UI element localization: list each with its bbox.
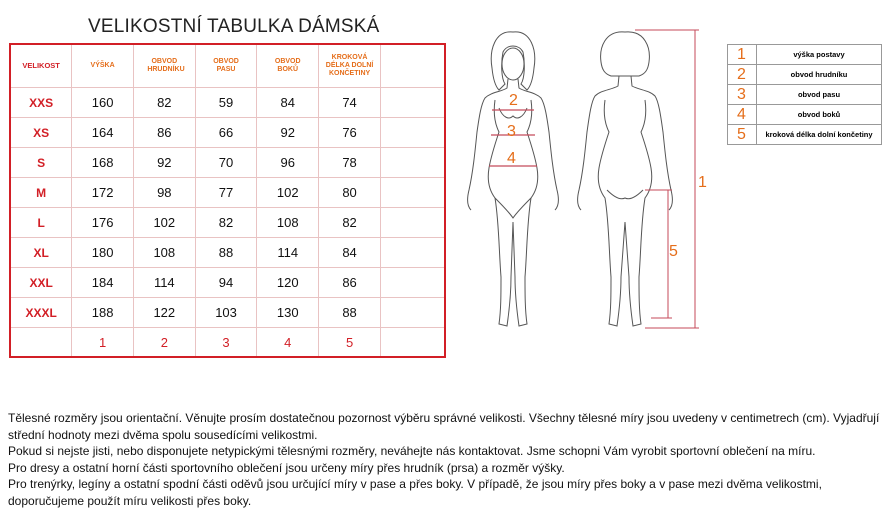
header-krok: KROKOVÁ DÉLKA DOLNÍ KONČETINY — [319, 44, 381, 88]
value-cell-boky: 96 — [257, 148, 319, 178]
header-velikost: VELIKOST — [10, 44, 72, 88]
legend-text: obvod boků — [757, 105, 882, 125]
value-cell-boky: 84 — [257, 88, 319, 118]
value-cell-hrudnik: 102 — [133, 208, 195, 238]
note-paragraph: Pro trenýrky, legíny a ostatní spodní části oděvů jsou určující míry v pase a přes boky. V případě, že jsou míry přes boky a v pase mezi dvěma velikostmi, doporučujeme použít míru velikosti přes boky. — [8, 477, 822, 508]
value-cell-vyska: 184 — [72, 268, 134, 298]
value-cell-pas: 82 — [195, 208, 257, 238]
back-label-5: 5 — [669, 243, 678, 260]
table-row — [10, 118, 445, 148]
index-cell: 1 — [72, 328, 134, 358]
legend-row — [728, 105, 882, 125]
legend-text: obvod pasu — [757, 85, 882, 105]
legend-text: výška postavy — [757, 45, 882, 65]
size-table-header — [10, 44, 445, 88]
value-cell-hrudnik: 114 — [133, 268, 195, 298]
empty-cell — [381, 148, 445, 178]
value-cell-krok: 86 — [319, 268, 381, 298]
legend-number: 2 — [728, 65, 757, 85]
back-label-1: 1 — [698, 174, 707, 191]
size-cell: XS — [10, 118, 72, 148]
table-row — [10, 88, 445, 118]
header-boky: OBVOD BOKŮ — [257, 44, 319, 88]
table-row — [10, 178, 445, 208]
index-row — [10, 328, 445, 358]
index-cell: 4 — [257, 328, 319, 358]
value-cell-hrudnik: 92 — [133, 148, 195, 178]
legend-row — [728, 45, 882, 65]
value-cell-hrudnik: 98 — [133, 178, 195, 208]
index-cell: 2 — [133, 328, 195, 358]
body-figures — [455, 22, 725, 337]
value-cell-krok: 80 — [319, 178, 381, 208]
size-cell: S — [10, 148, 72, 178]
empty-cell — [381, 178, 445, 208]
back-figure — [578, 32, 673, 326]
value-cell-boky: 102 — [257, 178, 319, 208]
value-cell-krok: 78 — [319, 148, 381, 178]
legend-number: 5 — [728, 125, 757, 145]
legend-number: 3 — [728, 85, 757, 105]
empty-cell — [381, 298, 445, 328]
empty-cell — [381, 238, 445, 268]
value-cell-krok: 88 — [319, 298, 381, 328]
value-cell-pas: 70 — [195, 148, 257, 178]
note-paragraph: Pro dresy a ostatní horní části sportovního oblečení jsou určeny míry přes hrudník (prsa) a rozměr výšky. — [8, 460, 565, 475]
back-measure-lines — [635, 30, 699, 328]
value-cell-krok: 76 — [319, 118, 381, 148]
note-paragraph: Pokud si nejste jisti, nebo disponujete netypickými tělesnými rozměry, neváhejte nás kontaktovat. Jsme schopni Vám vyrobit sportovní oblečení na míru. — [8, 444, 816, 458]
notes — [8, 410, 888, 509]
header-vyska: VÝŠKA — [72, 44, 134, 88]
value-cell-hrudnik: 86 — [133, 118, 195, 148]
empty-cell — [381, 208, 445, 238]
table-row — [10, 298, 445, 328]
table-row — [10, 148, 445, 178]
value-cell-hrudnik: 122 — [133, 298, 195, 328]
legend-number: 1 — [728, 45, 757, 65]
legend-row — [728, 85, 882, 105]
page-title: VELIKOSTNÍ TABULKA DÁMSKÁ — [88, 16, 380, 37]
empty-cell — [381, 118, 445, 148]
value-cell-vyska: 160 — [72, 88, 134, 118]
value-cell-pas: 59 — [195, 88, 257, 118]
value-cell-hrudnik: 82 — [133, 88, 195, 118]
front-label-4: 4 — [507, 150, 516, 167]
value-cell-boky: 130 — [257, 298, 319, 328]
size-cell: XXL — [10, 268, 72, 298]
legend-row — [728, 65, 882, 85]
legend-text: obvod hrudníku — [757, 65, 882, 85]
value-cell-pas: 94 — [195, 268, 257, 298]
value-cell-vyska: 188 — [72, 298, 134, 328]
index-cell-empty — [381, 328, 445, 358]
size-table — [9, 43, 446, 358]
value-cell-hrudnik: 108 — [133, 238, 195, 268]
header-pas: OBVOD PASU — [195, 44, 257, 88]
size-cell: XL — [10, 238, 72, 268]
front-label-2: 2 — [509, 92, 518, 109]
value-cell-vyska: 168 — [72, 148, 134, 178]
value-cell-boky: 114 — [257, 238, 319, 268]
header-hrudnik: OBVOD HRUDNÍKU — [133, 44, 195, 88]
legend-row — [728, 125, 882, 145]
legend-number: 4 — [728, 105, 757, 125]
value-cell-pas: 103 — [195, 298, 257, 328]
front-figure — [468, 32, 559, 326]
value-cell-pas: 77 — [195, 178, 257, 208]
value-cell-krok: 74 — [319, 88, 381, 118]
legend-text: kroková délka dolní končetiny — [757, 125, 882, 145]
value-cell-vyska: 172 — [72, 178, 134, 208]
size-cell: XXXL — [10, 298, 72, 328]
header-empty — [381, 44, 445, 88]
value-cell-vyska: 180 — [72, 238, 134, 268]
value-cell-vyska: 164 — [72, 118, 134, 148]
value-cell-pas: 88 — [195, 238, 257, 268]
index-cell: 3 — [195, 328, 257, 358]
empty-cell — [381, 88, 445, 118]
table-row — [10, 268, 445, 298]
table-row — [10, 238, 445, 268]
value-cell-krok: 82 — [319, 208, 381, 238]
value-cell-boky: 92 — [257, 118, 319, 148]
index-cell-empty — [10, 328, 72, 358]
size-cell: M — [10, 178, 72, 208]
table-row — [10, 208, 445, 238]
value-cell-boky: 108 — [257, 208, 319, 238]
empty-cell — [381, 268, 445, 298]
front-label-3: 3 — [507, 123, 516, 140]
size-cell: L — [10, 208, 72, 238]
value-cell-krok: 84 — [319, 238, 381, 268]
note-paragraph: Tělesné rozměry jsou orientační. Věnujte prosím dostatečnou pozornost výběru správné velikosti. Všechny tělesné míry jsou uvedeny v centimetrech (cm). Vyjadřují střední hodnoty mezi dvěma spolu sousedícími velikostmi. — [8, 411, 880, 442]
value-cell-vyska: 176 — [72, 208, 134, 238]
legend-table — [727, 44, 882, 145]
size-cell: XXS — [10, 88, 72, 118]
value-cell-pas: 66 — [195, 118, 257, 148]
index-cell: 5 — [319, 328, 381, 358]
value-cell-boky: 120 — [257, 268, 319, 298]
